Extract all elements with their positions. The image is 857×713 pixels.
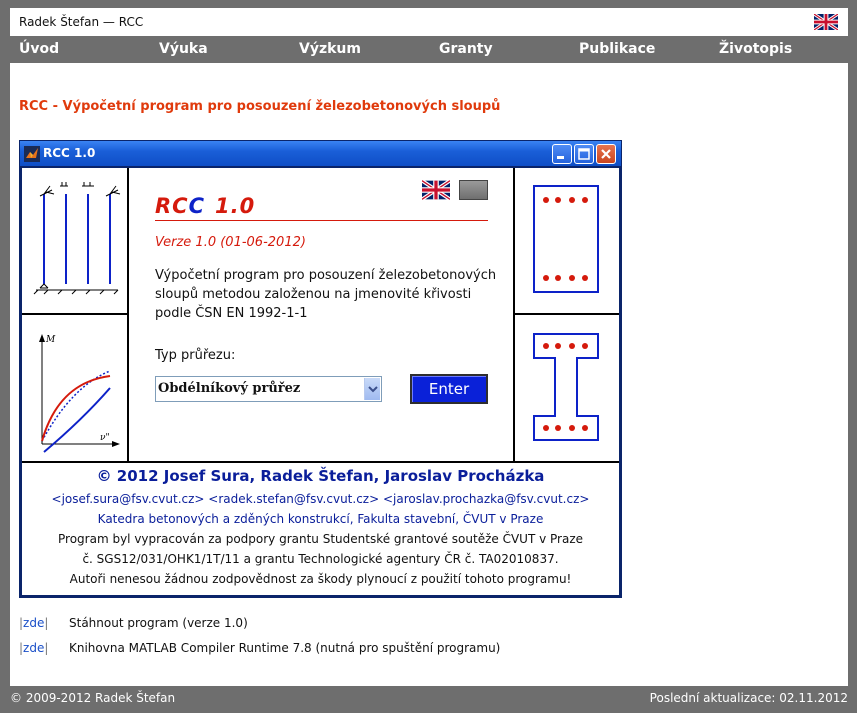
columns-illustration <box>32 182 122 297</box>
panel-divider <box>513 313 619 315</box>
i-section-icon <box>532 332 602 444</box>
nav-item-uvod[interactable]: Úvod <box>19 41 60 57</box>
program-description: Výpočetní program pro posouzení železobetonových sloupů metodou založenou na jmenovité křivosti podle ČSN EN 1992-1-1 <box>155 268 497 321</box>
section-type-label: Typ průřezu: <box>155 348 236 363</box>
nav-item-zivotopis[interactable]: Životopis <box>719 41 793 57</box>
panel-divider <box>22 461 619 463</box>
section-type-select[interactable] <box>155 376 382 402</box>
moment-curvature-diagram <box>32 326 122 454</box>
logo-underline <box>155 220 488 221</box>
matlab-app-icon <box>24 146 40 162</box>
site-header <box>10 8 848 36</box>
app-cz-flag-button[interactable] <box>459 180 488 200</box>
emails-line: <josef.sura@fsv.cvut.cz> <radek.stefan@fsv.cvut.cz> <jaroslav.prochazka@fsv.cvut.cz> <box>51 492 590 506</box>
credits-block <box>22 464 619 589</box>
site-title: Radek Štefan — RCC <box>19 15 144 29</box>
page-heading: RCC - Výpočetní program pro posouzení železobetonových sloupů <box>19 99 501 114</box>
authors-line: © 2012 Josef Sura, Radek Štefan, Jaroslav Procházka <box>96 467 545 485</box>
department-line: Katedra betonových a zděných konstrukcí, Fakulta stavební, ČVUT v Praze <box>97 512 544 526</box>
nav-item-vyzkum[interactable]: Výzkum <box>299 41 361 57</box>
download-program-link[interactable]: zde <box>23 616 45 630</box>
rectangular-section-icon <box>532 184 602 296</box>
close-button[interactable] <box>596 144 616 164</box>
chart-y-axis-label: M <box>46 335 56 345</box>
download-row: |zde| Stáhnout program (verze 1.0) <box>19 616 248 630</box>
footer-last-updated: Poslední aktualizace: 02.11.2012 <box>649 691 848 705</box>
panel-divider <box>127 168 129 463</box>
nav-item-vyuka[interactable]: Výuka <box>159 41 208 57</box>
window-title-bar[interactable] <box>20 141 621 166</box>
section-type-value: Obdélníkový průřez <box>158 381 301 396</box>
download-runtime-link[interactable]: zde <box>23 641 45 655</box>
logo-version: 1.0 <box>215 194 256 218</box>
logo-c: C <box>188 194 206 218</box>
download-program-text: Stáhnout program (verze 1.0) <box>69 616 248 630</box>
maximize-icon <box>575 145 593 163</box>
grant-line-1: Program byl vypracován za podpory grantu Studentské grantové soutěže ČVUT v Praze <box>58 532 583 546</box>
uk-flag-icon[interactable] <box>814 14 838 30</box>
maximize-button[interactable] <box>574 144 594 164</box>
app-uk-flag-icon[interactable] <box>422 180 450 200</box>
chevron-down-icon[interactable] <box>364 378 380 400</box>
rcc-app-window <box>19 140 622 598</box>
logo-rc: RC <box>155 194 189 218</box>
main-content <box>10 63 848 686</box>
window-title: RCC 1.0 <box>43 146 96 160</box>
chart-x-axis-label: ν" <box>100 433 110 443</box>
version-line: Verze 1.0 (01-06-2012) <box>155 235 306 250</box>
app-client-area <box>22 168 619 595</box>
main-nav <box>10 36 848 63</box>
enter-button[interactable]: Enter <box>410 374 488 404</box>
download-row: |zde| Knihovna MATLAB Compiler Runtime 7.8 (nutná pro spuštění programu) <box>19 641 501 655</box>
minimize-button[interactable] <box>552 144 572 164</box>
minimize-icon <box>553 145 571 163</box>
download-runtime-text: Knihovna MATLAB Compiler Runtime 7.8 (nutná pro spuštění programu) <box>69 641 501 655</box>
nav-item-granty[interactable]: Granty <box>439 41 493 57</box>
panel-divider <box>513 168 515 463</box>
nav-item-publikace[interactable]: Publikace <box>579 41 656 57</box>
footer-copyright: © 2009-2012 Radek Štefan <box>10 691 176 705</box>
disclaimer-line: Autoři nenesou žádnou zodpovědnost za škody plynoucí z použití tohoto programu! <box>69 572 572 586</box>
rcc-logo <box>155 194 255 218</box>
close-icon <box>597 145 615 163</box>
grant-line-2: č. SGS12/031/OHK1/1T/11 a grantu Technologické agentury ČR č. TA02010837. <box>82 552 559 566</box>
panel-divider <box>22 313 129 315</box>
